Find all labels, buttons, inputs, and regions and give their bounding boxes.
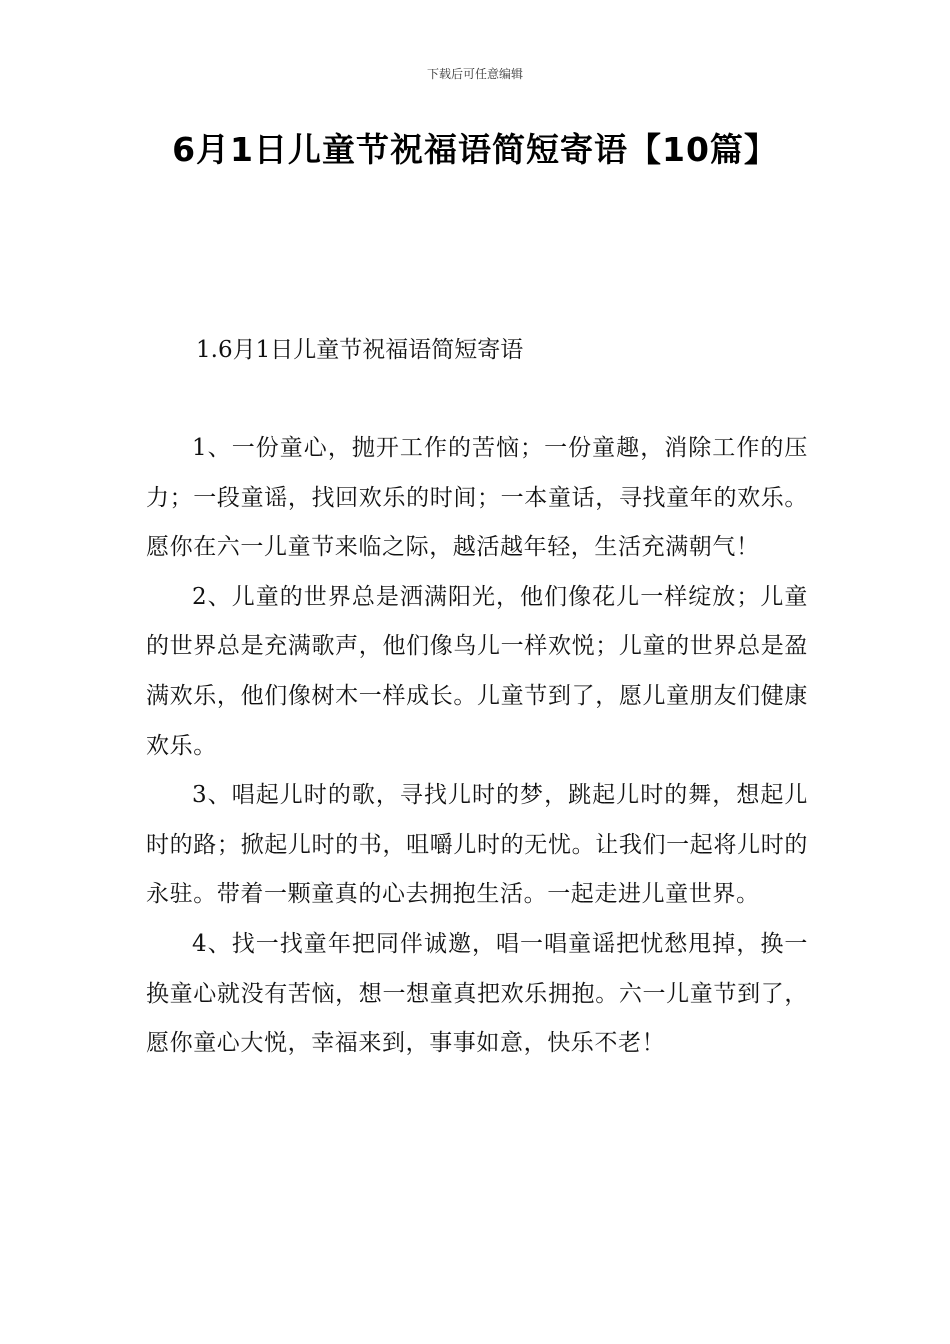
paragraph-4: 4、找一找童年把同伴诚邀，唱一唱童谣把忧愁甩掉，换一换童心就没有苦恼，想一想童真把欢乐拥抱。六一儿童节到了，愿你童心大悦，幸福来到，事事如意，快乐不老！ xyxy=(146,930,808,1057)
paragraph-2: 2、儿童的世界总是洒满阳光，他们像花儿一样绽放；儿童的世界总是充满歌声，他们像鸟儿一样欢悦；儿童的世界总是盈满欢乐，他们像树木一样成长。儿童节到了，愿儿童朋友们健康欢乐。 xyxy=(146,583,808,759)
header-note: 下载后可任意编辑 xyxy=(426,67,523,81)
document-body xyxy=(146,424,808,1069)
paragraph-1: 1、一份童心，抛开工作的苦恼；一份童趣，消除工作的压力；一段童谣，找回欢乐的时间；一本童话，寻找童年的欢乐。愿你在六一儿童节来临之际，越活越年轻，生活充满朝气！ xyxy=(146,435,808,561)
section-heading: 1.6月1日儿童节祝福语简短寄语 xyxy=(196,337,524,363)
document-title: 6月1日儿童节祝福语简短寄语【10篇】 xyxy=(172,130,778,169)
paragraph-3: 3、唱起儿时的歌，寻找儿时的梦，跳起儿时的舞，想起儿时的路；掀起儿时的书，咀嚼儿时的无忧。让我们一起将儿时的永驻。带着一颗童真的心去拥抱生活。一起走进儿童世界。 xyxy=(146,782,808,908)
